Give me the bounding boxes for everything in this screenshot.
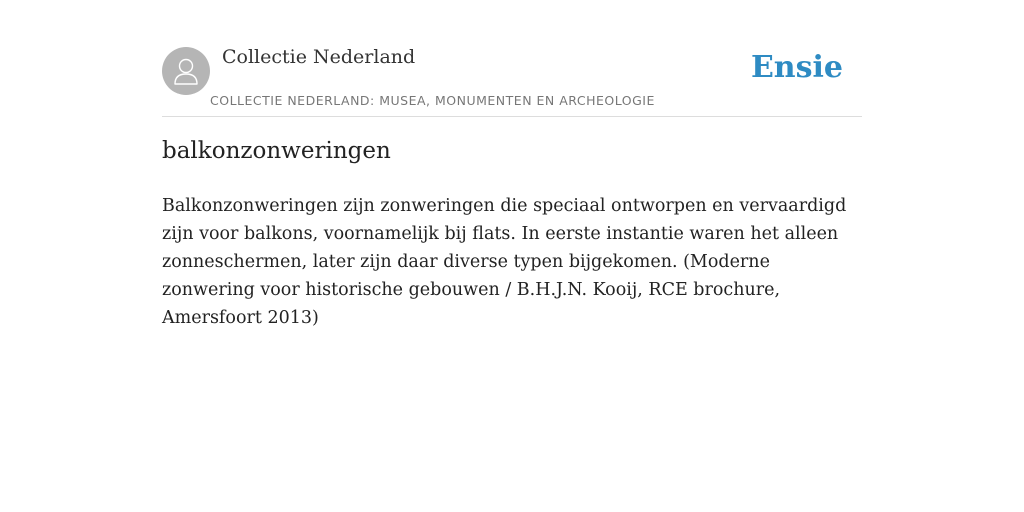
header: [162, 40, 862, 117]
entry-title: balkonzonweringen: [162, 138, 391, 164]
user-icon: [162, 47, 210, 95]
author-subtitle: COLLECTIE NEDERLAND: MUSEA, MONUMENTEN EN ARCHEOLOGIE: [210, 93, 655, 108]
avatar[interactable]: [162, 47, 210, 95]
entry-definition: Balkonzonweringen zijn zonweringen die speciaal ontworpen en vervaardigd zijn voor balkons, voornamelijk bij flats. In eerste instantie waren het alleen zonneschermen, later zijn daar diverse typen bijgekomen. (Moderne zonwering voor historische gebouwen / B.H.J.N. Kooij, RCE brochure, Amersfoort 2013): [162, 196, 847, 328]
brand-logo[interactable]: Ensie: [750, 50, 843, 85]
author-name[interactable]: Collectie Nederland: [222, 46, 416, 68]
